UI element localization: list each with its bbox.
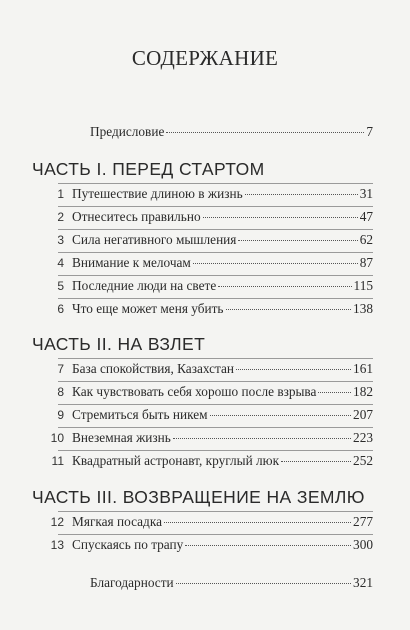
dot-leader (226, 309, 352, 310)
entry-name: Как чувствовать себя хорошо после взрыва (72, 384, 317, 399)
dot-leader (236, 369, 351, 370)
toc-entry[interactable] (32, 278, 373, 298)
entry-rule (58, 404, 373, 405)
entry-name: База спокойствия, Казахстан (72, 361, 235, 376)
entry-rule (58, 206, 373, 207)
dot-leader (245, 194, 358, 195)
entry-page: 47 (359, 209, 373, 224)
toc-entry[interactable] (32, 384, 373, 404)
entry-page: 182 (353, 384, 373, 399)
entry-page: 138 (353, 301, 373, 316)
chapter-number: 13 (50, 538, 64, 552)
toc-entry[interactable] (32, 301, 373, 321)
entry-name: Что еще может меня убить (72, 301, 224, 316)
entry-page: 252 (353, 453, 373, 468)
dot-leader (164, 522, 351, 523)
entry-rule (58, 381, 373, 382)
dot-leader (318, 392, 351, 393)
toc-entry[interactable] (32, 209, 373, 229)
entry-page: 223 (353, 430, 373, 445)
toc-entry[interactable] (32, 537, 373, 557)
dot-leader (193, 263, 358, 264)
dot-leader (173, 438, 351, 439)
chapter-number: 10 (50, 431, 64, 445)
toc-entry-acknowledgements[interactable] (32, 575, 373, 595)
dot-leader (238, 240, 357, 241)
part-rule (58, 358, 373, 359)
entry-name: Спускаясь по трапу (72, 537, 184, 552)
entry-name: Мягкая посадка (72, 514, 162, 529)
entry-name: Стремиться быть никем (72, 407, 208, 422)
toc-entry[interactable] (32, 232, 373, 252)
entry-page: 7 (366, 124, 373, 139)
entry-name: Внеземная жизнь (72, 430, 171, 445)
toc-entry[interactable] (32, 453, 373, 473)
toc-entry[interactable] (32, 255, 373, 275)
entry-page: 161 (353, 361, 373, 376)
chapter-number: 12 (50, 515, 64, 529)
part-heading-3: ЧАСТЬ III. ВОЗВРАЩЕНИЕ НА ЗЕМЛЮ (32, 487, 365, 507)
entry-page: 115 (353, 278, 373, 293)
part-rule (58, 183, 373, 184)
toc-entry[interactable] (32, 514, 373, 534)
part-rule (58, 511, 373, 512)
entry-page: 300 (353, 537, 373, 552)
entry-page: 87 (359, 255, 373, 270)
toc-entry[interactable] (32, 407, 373, 427)
entry-rule (58, 229, 373, 230)
chapter-number: 4 (57, 256, 64, 270)
toc-entry-preface[interactable] (32, 124, 373, 144)
entry-rule (58, 252, 373, 253)
entry-name: Квадратный астронавт, круглый люк (72, 453, 280, 468)
toc-entry[interactable] (32, 430, 373, 450)
toc-entry[interactable] (32, 186, 373, 206)
entry-name: Предисловие (90, 124, 165, 139)
chapter-number: 3 (57, 233, 64, 247)
toc-entry[interactable] (32, 361, 373, 381)
entry-page: 207 (353, 407, 373, 422)
entry-name: Последние люди на свете (72, 278, 217, 293)
entry-page: 31 (359, 186, 373, 201)
chapter-number: 5 (57, 279, 64, 293)
chapter-number: 6 (57, 302, 64, 316)
entry-rule (58, 275, 373, 276)
chapter-number: 7 (57, 362, 64, 376)
chapter-number: 8 (57, 385, 64, 399)
entry-page: 277 (353, 514, 373, 529)
chapter-number: 9 (57, 408, 64, 422)
dot-leader (185, 545, 351, 546)
dot-leader (176, 583, 351, 584)
entry-name: Путешествие длиною в жизнь (72, 186, 243, 201)
entry-page: 62 (359, 232, 373, 247)
dot-leader (166, 132, 364, 133)
entry-rule (58, 534, 373, 535)
part-heading-1: ЧАСТЬ I. ПЕРЕД СТАРТОМ (32, 159, 265, 179)
dot-leader (203, 217, 358, 218)
entry-name: Благодарности (90, 575, 174, 590)
chapter-number: 11 (51, 454, 64, 468)
chapter-number: 1 (57, 187, 64, 201)
dot-leader (210, 415, 352, 416)
entry-name: Отнеситесь правильно (72, 209, 201, 224)
entry-rule (58, 298, 373, 299)
entry-rule (58, 427, 373, 428)
entry-rule (58, 450, 373, 451)
chapter-number: 2 (57, 210, 64, 224)
entry-name: Сила негативного мышления (72, 232, 237, 247)
dot-leader (218, 286, 351, 287)
dot-leader (281, 461, 351, 462)
entry-page: 321 (353, 575, 373, 590)
entry-name: Внимание к мелочам (72, 255, 191, 270)
toc-title: СОДЕРЖАНИЕ (131, 46, 279, 70)
part-heading-2: ЧАСТЬ II. НА ВЗЛЕТ (32, 334, 206, 354)
